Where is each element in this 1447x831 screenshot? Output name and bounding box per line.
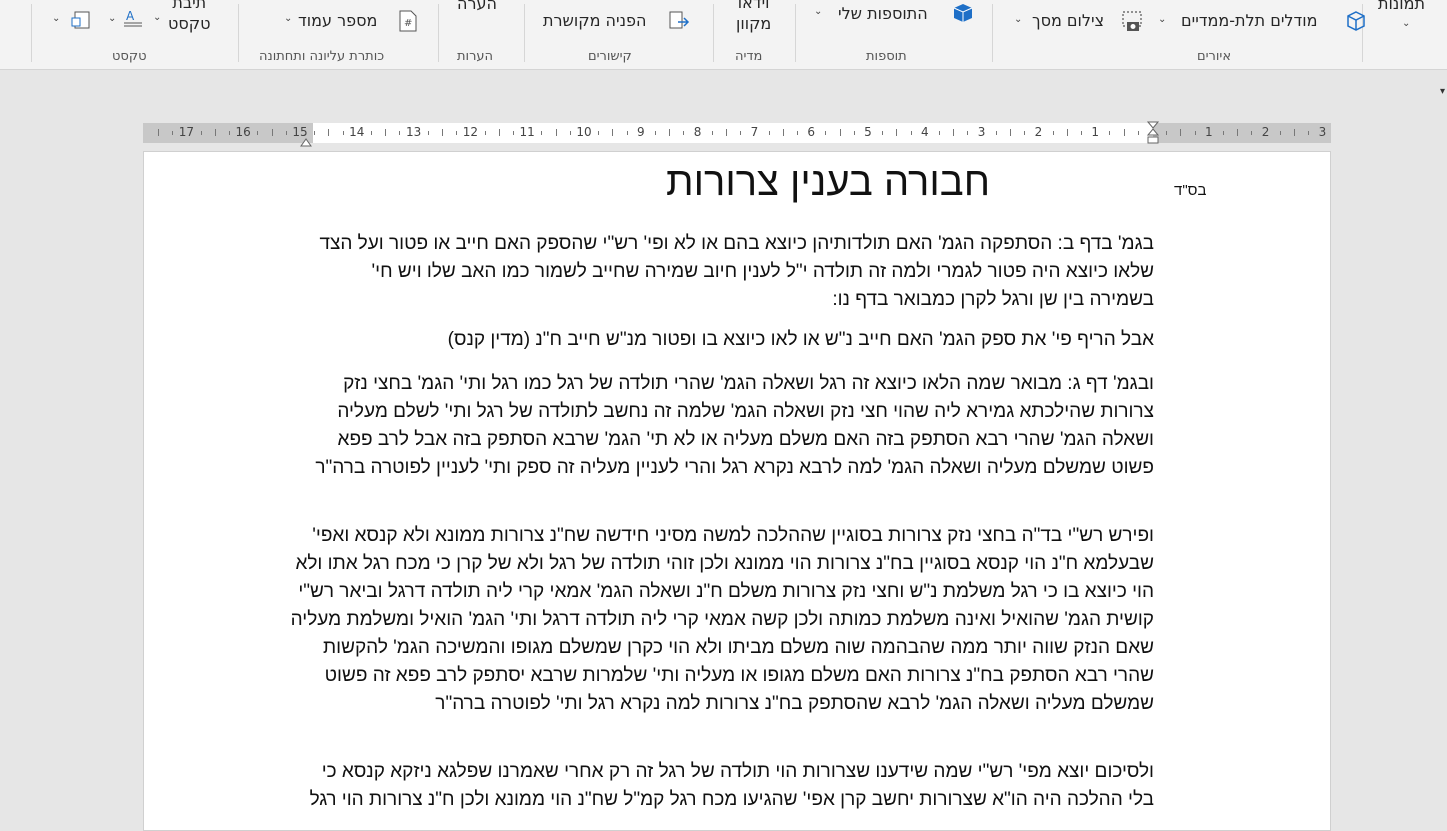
ruler-tick	[158, 129, 159, 136]
quick-parts-dropdown-icon[interactable]: ⌄	[108, 13, 117, 24]
text-box-button[interactable]	[168, 0, 210, 33]
ruler-tick	[854, 131, 855, 135]
ruler-tick	[612, 129, 613, 136]
ruler-tick	[655, 131, 656, 135]
paragraph: ולסיכום יוצא מפי' רש"י שמה שידענו שצרורות הוי תולדה של רגל זה רק אחרי שאמרנו שפלגא ניזקא קנסא כי בלי ההלכה היה הו"א שצרורות יחשב קרן אפי' שהגיעו מכח רגל קמ"ל שח"נ הוי ממונא ולכן ח"נ צרורות הוי רגל	[309, 761, 1154, 810]
my-addins-button[interactable]	[838, 4, 928, 23]
ruler-tick	[1138, 131, 1139, 135]
ruler-number: 15	[292, 125, 308, 139]
pictures-dropdown-icon[interactable]: ⌄	[1402, 18, 1411, 29]
ruler-tick	[1124, 129, 1125, 136]
ruler-tick	[627, 131, 628, 135]
object-dropdown-icon[interactable]: ⌄	[52, 13, 61, 24]
ruler-tick	[485, 131, 486, 135]
paragraph: בגמ' בדף ב: הסתפקה הגמ' האם תולדותיהן כיוצא בהם או לא ופי' רש"י שהספק האם חייב או פטור ועל הצד שלאו כיוצא היה פטור לגמרי ולמה זה תולדה י"ל לענין חיוב שמירה שחייב לשמור כמו האב שלו ויש חי' בשמירה בין שן ורגל לקרן כמבואר בדף נו:	[319, 233, 1154, 310]
page-number-icon	[398, 9, 418, 37]
ruler-tick	[939, 131, 940, 135]
online-video-button[interactable]	[736, 0, 771, 33]
ruler-number: 11	[519, 125, 535, 139]
screenshot-dropdown-icon[interactable]: ⌄	[1014, 14, 1023, 25]
paragraph: ובגמ' דף ג: מבואר שמה הלאו כיוצא זה רגל ושאלה הגמ' שהרי תולדה של רגל כמו רגל ותי' הגמ' בחצי נזק צרורות שהילכתא גמירא ליה שהוי חצי נזק ושאלה הגמ' שלמה זה נחשב לתולדה של רגל ותי' לשלם מעליה ושאלה הגמ' שהרי רבא הסתפק בזה האם משלם מעליה או לא תי' הגמ' שרבא הסתפק בזה אבל לרב פפא פשוט שמשלם מעליה ושאלה הגמ' למה לרבא נקרא רגל והרי לעניין מעליה זה ספק ותי' לעניין לפוטרה ברה"ר	[315, 373, 1154, 478]
ruler-tick	[911, 131, 912, 135]
ruler-number: 7	[750, 125, 759, 139]
screenshot-button[interactable]	[1032, 11, 1104, 30]
ruler-tick	[1251, 131, 1252, 135]
document-page[interactable]	[143, 151, 1331, 831]
ruler-tick	[769, 131, 770, 135]
cross-reference-icon	[668, 10, 690, 36]
svg-text:#: #	[404, 18, 413, 29]
ribbon-separator	[795, 4, 796, 62]
text-box-label-line2: טקסט	[168, 14, 211, 33]
pictures-button[interactable]	[1378, 0, 1425, 13]
group-label-text: טקסט	[112, 49, 147, 64]
ruler-tick	[683, 131, 684, 135]
ruler-number: 1	[1204, 125, 1213, 139]
my-addins-dropdown-icon[interactable]: ⌄	[814, 6, 823, 17]
cross-reference-label: הפניה מקושרת	[543, 11, 647, 30]
ruler-tick	[428, 131, 429, 135]
ruler-tick	[201, 131, 202, 135]
group-label-addins: תוספות	[866, 49, 907, 64]
ruler-tick	[1195, 131, 1196, 135]
ruler-tick	[371, 131, 372, 135]
ruler-number: 12	[462, 125, 479, 139]
ruler-tick	[712, 131, 713, 135]
ruler-tick	[840, 129, 841, 136]
ruler-tick	[598, 131, 599, 135]
ruler-text-area	[313, 123, 1153, 143]
ruler-tick	[385, 129, 386, 136]
ruler-tick	[967, 131, 968, 135]
ruler-tick	[825, 131, 826, 135]
ruler-tick	[556, 129, 557, 136]
svg-text:A: A	[126, 9, 135, 23]
text-box-dropdown-icon[interactable]: ⌄	[153, 12, 162, 23]
group-label-links: קישורים	[588, 49, 632, 64]
group-label-media: מדיה	[735, 49, 763, 64]
ruler-tick	[1294, 129, 1295, 136]
page-number-dropdown-icon[interactable]: ⌄	[284, 13, 293, 24]
right-indent-marker-icon[interactable]	[1147, 121, 1159, 149]
ruler-number: 9	[636, 125, 645, 139]
ruler-tick	[570, 131, 571, 135]
ruler-tick	[229, 131, 230, 135]
ruler-tick	[328, 129, 329, 136]
3d-models-dropdown-icon[interactable]: ⌄	[1158, 14, 1167, 25]
ruler-number: 14	[349, 125, 365, 139]
ribbon-separator	[992, 4, 993, 62]
ruler-tick	[172, 131, 173, 135]
ruler-tick	[286, 131, 287, 135]
ruler-number: 3	[977, 125, 986, 139]
ruler-tick	[1010, 129, 1011, 136]
group-label-header-footer: כותרת עליונה ותחתונה	[259, 49, 385, 64]
3d-models-button[interactable]	[1181, 11, 1317, 30]
ribbon-separator	[438, 4, 439, 62]
object-icon[interactable]	[70, 9, 94, 35]
ribbon-separator	[238, 4, 239, 62]
ruler-tick	[1180, 129, 1181, 136]
ruler-number: 4	[920, 125, 929, 139]
ruler-tick	[399, 131, 400, 135]
ruler-tick	[1024, 131, 1025, 135]
ribbon-collapse-arrow-icon[interactable]: ▾	[1439, 86, 1445, 97]
paragraph: ופירש רש"י בד"ה בחצי נזק צרורות בסוגיין שההלכה למשה מסיני חידשה שח"נ צרורות ממונא ולא קנסא ואפי' שבעלמא ח"נ הוי קנסא בסוגיין בח"נ צרורות הוי ממונא ולכן זוהי תולדה של רגל ולא של קרן כי מכח רגל אתו ולא הוי כיוצא בו כי רגל משלמת נ"ש וחצי נזק צרורות משלם ח"נ ושאלה הגמ' אמאי קרי ליה תולדה דרגל וביאר רש"י קושית הגמ' שהואיל ואינה משלמת כמותה ולכן קשה אמאי קרי ליה תולדה דרגל ותי' הגמ' הואיל ומשלמת מעליה שאם הנזק שווה יותר ממה שהבהמה שוה משלם מביתו ולא הוי כקרן שמשלם מגופו והמשיכה הגמ' להקשות שהרי רבא הסתפק בח"נ צרורות האם משלם מגופו או מעליה ותי' שלמרות שרבא יסתפק לרב פפא זה פשוט שמשלם מעליה ושאלה הגמ' לרבא שהסתפק בח"נ צרורות למה נקרא רגל ותי' לפוטרה ברה"ר	[290, 525, 1154, 714]
my-addins-label: התוספות שלי	[838, 4, 928, 23]
ruler-tick	[726, 129, 727, 136]
horizontal-ruler[interactable]	[143, 123, 1331, 143]
ruler-tick	[272, 129, 273, 136]
group-label-comments: הערות	[457, 49, 494, 64]
ruler-tick	[797, 131, 798, 135]
left-indent-marker-icon[interactable]	[300, 133, 312, 152]
ruler-tick	[314, 131, 315, 135]
ruler-tick	[669, 129, 670, 136]
ribbon-separator	[713, 4, 714, 62]
ruler-number: 8	[693, 125, 702, 139]
ruler-tick	[1166, 131, 1167, 135]
store-addins-icon	[952, 2, 974, 28]
screenshot-label: צילום מסך	[1032, 11, 1105, 30]
cross-reference-button[interactable]	[543, 11, 646, 30]
ruler-tick	[343, 131, 344, 135]
ruler-number: 16	[235, 125, 251, 139]
ruler-number: 13	[405, 125, 422, 139]
ruler-number: 2	[1034, 125, 1043, 139]
ribbon	[0, 0, 1447, 70]
header-note: בס"ד	[1174, 182, 1207, 199]
ruler-tick	[996, 131, 997, 135]
ruler-tick	[1109, 131, 1110, 135]
ruler-number: 10	[576, 125, 592, 139]
ruler-number: 5	[864, 125, 872, 139]
ruler-tick	[740, 131, 741, 135]
ruler-number: 2	[1261, 125, 1270, 139]
ruler-number: 6	[807, 125, 816, 139]
cube-3d-icon	[1345, 10, 1367, 36]
ruler-number: 3	[1318, 125, 1327, 139]
ruler-tick	[882, 131, 883, 135]
screenshot-icon	[1121, 10, 1145, 38]
ribbon-separator	[524, 4, 525, 62]
ruler-tick	[215, 129, 216, 136]
ruler-tick	[953, 129, 954, 136]
ruler-tick	[513, 131, 514, 135]
group-label-illustrations: איורים	[1197, 49, 1232, 64]
ruler-tick	[456, 131, 457, 135]
ruler-tick	[499, 129, 500, 136]
ruler-tick	[1081, 131, 1082, 135]
ruler-tick	[1237, 129, 1238, 136]
ruler-tick	[257, 131, 258, 135]
ruler-tick	[1067, 129, 1068, 136]
ruler-tick	[1308, 131, 1309, 135]
3d-models-label: מודלים תלת-ממדיים	[1181, 11, 1318, 30]
online-video-label-line2: מקוון	[736, 14, 772, 33]
ruler-tick	[442, 129, 443, 136]
ruler-tick	[1223, 131, 1224, 135]
pictures-label: תמונות	[1378, 0, 1426, 13]
page-number-button[interactable]	[298, 11, 377, 30]
ruler-number: 1	[1091, 125, 1100, 139]
comment-label: הערה	[457, 0, 497, 13]
quick-parts-icon[interactable]	[122, 8, 146, 34]
text-box-label-line1: תיבת	[172, 0, 207, 12]
ruler-tick	[541, 131, 542, 135]
ribbon-separator	[31, 4, 32, 62]
page-number-label: מספר עמוד	[298, 11, 378, 30]
ruler-tick	[783, 129, 784, 136]
comment-button[interactable]	[457, 0, 497, 13]
paragraph: אבל הריף פי' את ספק הגמ' האם חייב נ"ש או לאו כיוצא בו ופטור מנ"ש חייב ח"נ (מדין קנס)	[447, 329, 1154, 350]
ruler-tick	[1053, 131, 1054, 135]
ruler-tick	[1280, 131, 1281, 135]
ruler-tick	[896, 129, 897, 136]
online-video-label-line1: וידאו	[737, 0, 770, 12]
document-title: חבורה בענין צרורות	[665, 160, 991, 204]
ruler-number: 17	[178, 125, 195, 139]
